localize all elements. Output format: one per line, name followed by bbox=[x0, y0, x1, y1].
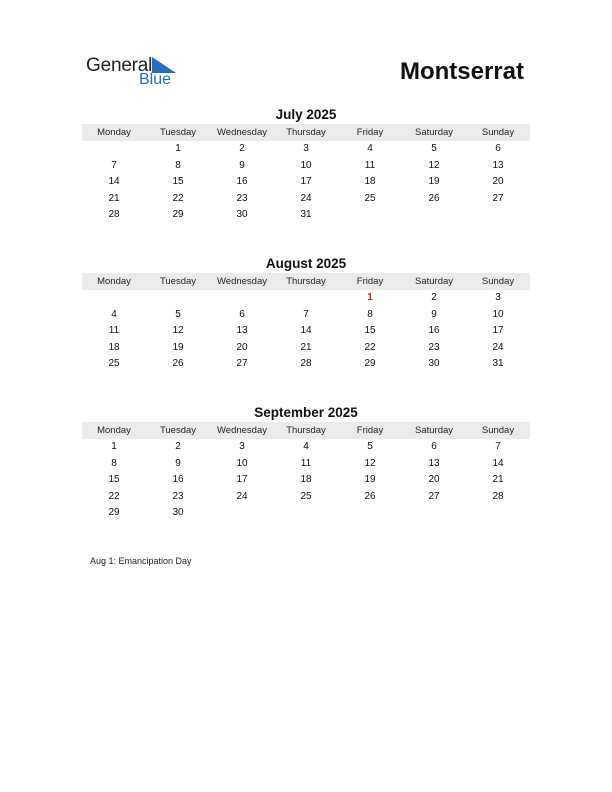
day-cell: 4 bbox=[111, 308, 117, 320]
day-cell: 8 bbox=[367, 308, 373, 320]
logo-blue-text: Blue bbox=[139, 71, 172, 88]
day-cell: 20 bbox=[492, 176, 504, 188]
day-cell: 19 bbox=[364, 474, 376, 486]
day-cell: 17 bbox=[492, 325, 504, 337]
empty-day-cell bbox=[146, 290, 210, 307]
day-cell: 6 bbox=[431, 441, 437, 452]
day-cell: 30 bbox=[172, 507, 184, 519]
day-cell: 21 bbox=[300, 341, 312, 353]
day-grid bbox=[82, 290, 530, 373]
weekday-label: Sunday bbox=[481, 127, 515, 138]
day-cell: 8 bbox=[111, 457, 117, 469]
day-cell: 12 bbox=[428, 159, 440, 171]
day-cell: 6 bbox=[495, 143, 501, 154]
weekday-label: Thursday bbox=[286, 127, 326, 138]
day-cell: 1 bbox=[111, 441, 117, 452]
weekday-label: Wednesday bbox=[217, 425, 267, 436]
empty-day-cell bbox=[274, 290, 338, 307]
month-august bbox=[82, 255, 530, 373]
day-cell: 7 bbox=[111, 159, 117, 171]
day-cell: 9 bbox=[431, 308, 437, 320]
weekday-label: Friday bbox=[356, 425, 384, 436]
day-cell: 31 bbox=[492, 358, 504, 370]
weekday-label: Tuesday bbox=[159, 127, 197, 138]
day-cell: 16 bbox=[236, 176, 248, 188]
weekday-label: Monday bbox=[97, 425, 131, 436]
day-cell: 23 bbox=[236, 192, 248, 204]
day-cell: 31 bbox=[300, 209, 312, 221]
day-cell: 14 bbox=[108, 176, 120, 188]
month-title: July 2025 bbox=[275, 107, 337, 122]
day-cell: 4 bbox=[303, 441, 309, 452]
day-cell: 23 bbox=[428, 341, 440, 353]
holiday-day-cell: 1 bbox=[367, 292, 373, 303]
day-cell: 10 bbox=[236, 457, 248, 469]
day-cell: 27 bbox=[492, 192, 504, 204]
day-cell: 4 bbox=[367, 143, 373, 154]
day-cell: 19 bbox=[172, 341, 184, 353]
weekday-header bbox=[82, 273, 530, 290]
day-cell: 29 bbox=[172, 209, 184, 221]
empty-day-cell bbox=[402, 505, 466, 522]
day-cell: 17 bbox=[236, 474, 248, 486]
day-cell: 26 bbox=[428, 192, 440, 204]
weekday-label: Saturday bbox=[414, 425, 454, 436]
empty-day-cell bbox=[274, 505, 338, 522]
day-cell: 21 bbox=[492, 474, 504, 486]
day-grid bbox=[82, 141, 530, 224]
day-cell: 16 bbox=[172, 474, 184, 486]
country-title: Montserrat bbox=[399, 58, 524, 85]
day-cell: 26 bbox=[364, 490, 376, 502]
day-cell: 12 bbox=[172, 325, 184, 337]
day-cell: 3 bbox=[303, 143, 309, 154]
day-cell: 9 bbox=[239, 159, 245, 171]
day-cell: 26 bbox=[172, 358, 184, 370]
empty-day-cell bbox=[402, 207, 466, 224]
brand-logo bbox=[86, 55, 186, 95]
empty-day-cell bbox=[82, 290, 146, 307]
day-cell: 15 bbox=[172, 176, 184, 188]
day-cell: 29 bbox=[108, 507, 120, 519]
weekday-label: Monday bbox=[97, 127, 131, 138]
day-cell: 10 bbox=[492, 308, 504, 320]
day-cell: 3 bbox=[239, 441, 245, 452]
month-title: August 2025 bbox=[265, 256, 347, 271]
day-cell: 3 bbox=[495, 292, 501, 303]
day-cell: 25 bbox=[300, 490, 312, 502]
month-july bbox=[82, 106, 530, 224]
month-september bbox=[82, 404, 530, 522]
weekday-header bbox=[82, 124, 530, 141]
day-cell: 18 bbox=[300, 474, 312, 486]
day-cell: 7 bbox=[303, 308, 309, 320]
day-cell: 8 bbox=[175, 159, 181, 171]
day-cell: 17 bbox=[300, 176, 312, 188]
day-cell: 30 bbox=[236, 209, 248, 221]
day-cell: 24 bbox=[236, 490, 248, 502]
weekday-label: Wednesday bbox=[217, 276, 267, 287]
day-cell: 28 bbox=[108, 209, 120, 221]
weekday-label: Friday bbox=[356, 127, 384, 138]
empty-day-cell bbox=[210, 290, 274, 307]
day-cell: 19 bbox=[428, 176, 440, 188]
day-cell: 29 bbox=[364, 358, 376, 370]
day-cell: 2 bbox=[175, 441, 181, 452]
day-cell: 16 bbox=[428, 325, 440, 337]
weekday-label: Friday bbox=[356, 276, 384, 287]
day-cell: 18 bbox=[108, 341, 120, 353]
empty-day-cell bbox=[210, 505, 274, 522]
empty-day-cell bbox=[466, 505, 530, 522]
weekday-label: Saturday bbox=[414, 127, 454, 138]
day-cell: 18 bbox=[364, 176, 376, 188]
day-cell: 28 bbox=[492, 490, 504, 502]
weekday-label: Saturday bbox=[414, 276, 454, 287]
day-cell: 9 bbox=[175, 457, 181, 469]
day-grid bbox=[82, 439, 530, 522]
day-cell: 30 bbox=[428, 358, 440, 370]
day-cell: 13 bbox=[428, 457, 440, 469]
day-cell: 24 bbox=[300, 192, 312, 204]
day-cell: 12 bbox=[364, 457, 376, 469]
day-cell: 22 bbox=[108, 490, 120, 502]
holiday-note: Aug 1: Emancipation Day bbox=[90, 556, 192, 566]
month-title: September 2025 bbox=[254, 405, 358, 420]
weekday-label: Thursday bbox=[286, 276, 326, 287]
day-cell: 20 bbox=[428, 474, 440, 486]
day-cell: 21 bbox=[108, 192, 120, 204]
day-cell: 15 bbox=[108, 474, 120, 486]
day-cell: 5 bbox=[175, 308, 181, 320]
weekday-label: Wednesday bbox=[217, 127, 267, 138]
day-cell: 23 bbox=[172, 490, 184, 502]
empty-day-cell bbox=[82, 141, 146, 158]
day-cell: 5 bbox=[367, 441, 373, 452]
day-cell: 2 bbox=[431, 292, 437, 303]
day-cell: 10 bbox=[300, 159, 312, 171]
empty-day-cell bbox=[466, 207, 530, 224]
day-cell: 7 bbox=[495, 441, 501, 452]
day-cell: 5 bbox=[431, 143, 437, 154]
day-cell: 1 bbox=[175, 143, 181, 154]
day-cell: 15 bbox=[364, 325, 376, 337]
day-cell: 11 bbox=[108, 325, 120, 337]
day-cell: 11 bbox=[300, 457, 312, 469]
empty-day-cell bbox=[338, 505, 402, 522]
day-cell: 22 bbox=[364, 341, 376, 353]
day-cell: 11 bbox=[364, 159, 376, 171]
day-cell: 14 bbox=[300, 325, 312, 337]
weekday-label: Thursday bbox=[286, 425, 326, 436]
day-cell: 2 bbox=[239, 143, 245, 154]
day-cell: 28 bbox=[300, 358, 312, 370]
day-cell: 27 bbox=[428, 490, 440, 502]
weekday-label: Tuesday bbox=[159, 425, 197, 436]
day-cell: 25 bbox=[364, 192, 376, 204]
day-cell: 13 bbox=[236, 325, 248, 337]
logo-general-text: General bbox=[86, 55, 153, 76]
day-cell: 13 bbox=[492, 159, 504, 171]
empty-day-cell bbox=[338, 207, 402, 224]
day-cell: 14 bbox=[492, 457, 504, 469]
weekday-label: Sunday bbox=[481, 276, 515, 287]
weekday-label: Tuesday bbox=[159, 276, 197, 287]
day-cell: 22 bbox=[172, 192, 184, 204]
day-cell: 20 bbox=[236, 341, 248, 353]
weekday-label: Monday bbox=[97, 276, 131, 287]
day-cell: 27 bbox=[236, 358, 248, 370]
day-cell: 6 bbox=[239, 308, 245, 320]
day-cell: 24 bbox=[492, 341, 504, 353]
weekday-header bbox=[82, 422, 530, 439]
weekday-label: Sunday bbox=[481, 425, 515, 436]
day-cell: 25 bbox=[108, 358, 120, 370]
